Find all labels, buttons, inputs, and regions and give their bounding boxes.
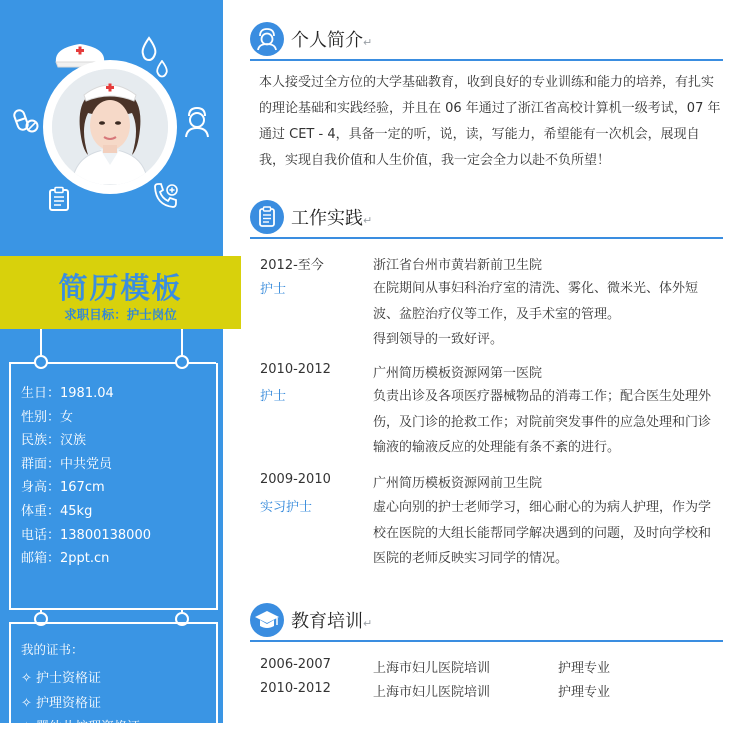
- cert-item: ✧ 护理资格证: [21, 696, 102, 711]
- cert-item: ✧ 婴幼儿护理资格证: [21, 720, 141, 735]
- job-org: 广州简历模板资源网前卫生院: [373, 476, 543, 491]
- frame-node: [34, 355, 48, 369]
- info-ethnicity: 民族：汉族: [21, 433, 87, 449]
- edu-major: 护理专业: [558, 661, 611, 676]
- job-desc: 负责出诊及各项医疗器械物品的消毒工作；配合医生处理外伤，及门诊的抢救工作；对院前突发事件的应急处理和门诊输液的输液反应的处理能有条不紊的进行。: [373, 389, 712, 455]
- section-work-header: [250, 200, 723, 240]
- section-title: 教育培训↵: [291, 611, 373, 632]
- personal-info: [21, 382, 151, 571]
- job-date: 2009-2010: [260, 472, 331, 487]
- water-drop-icon: [155, 60, 169, 78]
- job-date: 2012-至今: [260, 258, 324, 273]
- edu-school: 上海市妇儿医院培训: [373, 685, 491, 700]
- phone-icon: [151, 181, 181, 211]
- nurse-icon: [250, 22, 284, 56]
- job-org: 浙江省台州市黄岩新前卫生院: [373, 258, 543, 273]
- edu-major: 护理专业: [558, 685, 611, 700]
- job-role: 实习护士: [260, 500, 313, 515]
- info-politics: 群面：中共党员: [21, 456, 113, 472]
- section-divider: [250, 237, 723, 239]
- resume-name: 简历模板: [58, 271, 183, 305]
- frame-node: [175, 355, 189, 369]
- edu-date: 2006-2007: [260, 657, 331, 672]
- cert-title: 我的证书：: [21, 642, 84, 657]
- section-title: 个人简介↵: [291, 30, 373, 51]
- job-objective: 求职目标：护士岗位: [64, 307, 177, 322]
- clipboard-icon: [250, 200, 284, 234]
- edu-date: 2010-2012: [260, 681, 331, 696]
- job-date: 2010-2012: [260, 362, 331, 377]
- info-birthday: 生日：1981.04: [21, 386, 114, 401]
- info-phone: 电话：13800138000: [21, 527, 151, 543]
- info-email: 邮箱：2ppt.cn: [21, 551, 110, 567]
- water-drop-icon: [139, 36, 159, 62]
- clipboard-icon: [48, 186, 70, 212]
- section-title: 工作实践↵: [291, 208, 373, 229]
- nurse-icon: [183, 106, 211, 138]
- edu-school: 上海市妇儿医院培训: [373, 661, 491, 676]
- graduation-cap-icon: [250, 603, 284, 637]
- section-profile-header: [250, 22, 723, 62]
- job-role: 护士: [260, 389, 287, 404]
- info-weight: 体重：45kg: [21, 503, 93, 519]
- connector-line: [40, 329, 42, 357]
- job-role: 护士: [260, 282, 287, 297]
- info-height: 身高：167cm: [21, 480, 105, 496]
- cert-item: ✧ 护士资格证: [21, 671, 102, 686]
- job-org: 广州简历模板资源网第一医院: [373, 366, 543, 381]
- connector-line: [181, 329, 183, 357]
- job-desc: 虚心向别的护士老师学习，细心耐心的为病人护理，作为学校在医院的大组长能帮同学解决遇到的问题，及时向学校和医院的老师反映实习同学的情况。: [373, 500, 712, 566]
- main-content: [241, 0, 750, 723]
- section-divider: [250, 640, 723, 642]
- pill-icon: [13, 108, 39, 134]
- profile-text: 本人接受过全方位的大学基础教育，收到良好的专业训练和能力的培养，有扎实的理论基础和实践经验，并且在 06 年通过了浙江省高校计算机一级考试，07 年通过 CET - 4，具备一定的听，说，读，写能力，希望能有一次机会，展现自我，实现自我价值和人生价值，我一定会全力以赴不负所望！: [259, 75, 721, 168]
- info-gender: 性别：女: [21, 409, 74, 425]
- avatar: [52, 69, 168, 185]
- job-desc: 在院期间从事妇科治疗室的清洗、雾化、微米光、体外短波、盆腔治疗仪等工作，及手术室的管理。 得到领导的一致好评。: [373, 281, 699, 347]
- section-education-header: [250, 603, 723, 643]
- section-divider: [250, 59, 723, 61]
